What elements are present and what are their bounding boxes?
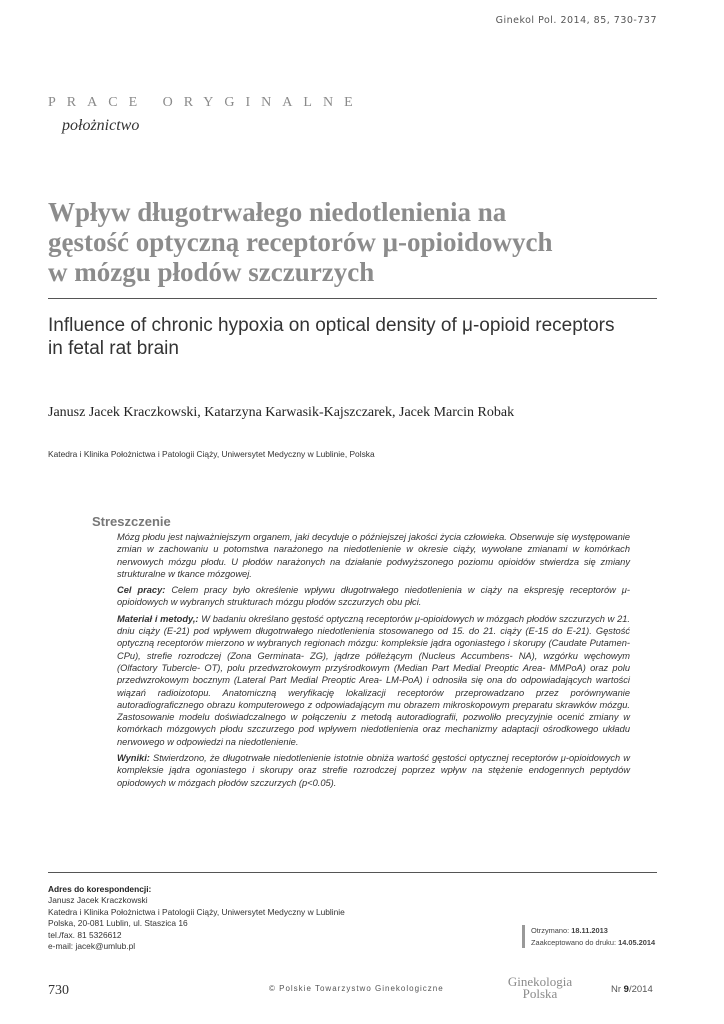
journal-logo — [500, 976, 580, 1000]
footer-divider — [48, 872, 657, 873]
page-number: 730 — [48, 983, 69, 998]
abstract-results — [117, 752, 630, 789]
abstract-methods — [117, 613, 630, 748]
title-pl-line: w mózgu płodów szczurzych — [48, 257, 375, 287]
title-pl-line: Wpływ długotrwałego niedotlenienia na — [48, 197, 507, 227]
affiliation: Katedra i Klinika Położnictwa i Patologii Ciąży, Uniwersytet Medyczny w Lublinie, Polska — [48, 449, 375, 459]
aim-label: Cel pracy: — [117, 585, 166, 596]
title-pl-line: gęstość optyczną receptorów μ-opioidowych — [48, 227, 553, 257]
correspondence-line: Janusz Jacek Kraczkowski — [48, 895, 148, 906]
section-label: PRACE ORYGINALNE — [48, 95, 364, 110]
correspondence-line: Katedra i Klinika Położnictwa i Patologii Ciąży, Uniwersytet Medyczny w Lublinie — [48, 906, 345, 917]
author-list: Janusz Jacek Kraczkowski, Katarzyna Karwasik-Kajszczarek, Jacek Marcin Robak — [48, 405, 515, 420]
received-value: 18.11.2013 — [571, 926, 608, 935]
copyright-notice: © Polskie Towarzystwo Ginekologiczne — [269, 984, 444, 993]
section-subtitle: położnictwo — [62, 117, 140, 134]
correspondence-line: Polska, 20-081 Lublin, ul. Staszica 16 — [48, 918, 188, 929]
methods-label: Materiał i metody,: — [117, 613, 199, 624]
results-label: Wyniki: — [117, 753, 150, 764]
accepted-date — [531, 937, 655, 949]
title-en-line: in fetal rat brain — [48, 338, 179, 359]
correspondence-block — [48, 884, 345, 952]
logo-line: Ginekologia — [507, 974, 573, 989]
abstract-body — [117, 531, 630, 793]
article-title-english — [48, 314, 648, 360]
aim-text: Celem pracy było określenie wpływu długotrwałego niedotlenienia w ciąży na ekspresję receptorów μ-opioidowych w wybranych strukturach mózgu płodów szczurzych obu płci. — [117, 585, 630, 608]
accepted-value: 14.05.2014 — [618, 937, 656, 947]
article-title-polish — [48, 197, 648, 287]
methods-text: W badaniu określano gęstość optyczną receptorów μ-opioidowych w mózgach płodów szczurzych w 21. dniu ciąży (E-21) pod wpływem długotrwałego niedotlenienia stosowanego od 15. do 21. ciąży (E-15 do E-21). Gęstość optyczną receptorów mierzono w wybranych regionach mózgu: kompleksie jądra ogoniastego i skorupy (Caudate Putamen- CPu), strefie rozrodczej (Zona Germinata- ZG), jądrze półleżącym (Nucleus Accumbens- NA), wzgórku węchowym (Olfactory Tubercle- OT), polu przedwzrokowym przyśrodkowym (Median Part Medial Preoptic Area- MMPoA) oraz polu przedwzrokowym bocznym (Lateral Part Medial Preoptic Area- LM-PoA) i odnosiła się ona do odpowiadających wartości wiązań radioizotopu. Anatomiczną weryfikację lokalizacji receptorów przeprowadzano przez porównywanie autoradiograficznego obrazu komputerowego z odpowiadającym mu obrazem mikroskopowym preparatu skrawków mózgu. Zastosowanie modelu doświadczalnego w połączeniu z metodą autoradiografii, pozwoliło precyzyjnie ocenić zmiany w komórkach mózgowych płodu szczurzego pod wpływem niedotlenienia oraz mechanizmy adaptacji ośrodkowego układu nerwowego w odpowiedzi na niedotlenienie. — [117, 613, 631, 747]
abstract-heading: Streszczenie — [92, 514, 171, 529]
correspondence-label: Adres do korespondencji: — [48, 884, 152, 894]
abstract-aim — [117, 584, 630, 609]
correspondence-line: tel./fax. 81 5326612 — [48, 929, 122, 940]
results-text: Stwierdzono, że długotrwałe niedotlenienie istotnie obniża wartość gęstości optycznej receptorów μ-opioidowych w kompleksie jądra ogoniastego i skorupy oraz strefie rozrodczej poprzez wpływ na stężenie endogennych peptydów opiodowych w mózgach płodów szczurzych (p<0.05). — [117, 753, 630, 788]
abstract-intro: Mózg płodu jest najważniejszym organem, jaki decyduje o późniejszej jakości życia człowieka. Obserwuje się występowanie zmian w zachowaniu u potomstwa narażonego na niedotlenienie w okresie ciąży, wywołane zmianami w komórkach nerwowych mózgu płodu. U płodów narażonych na działanie podwyższonego poziomu opioidów stwierdza się zmiany strukturalne w tkance mózgowej. — [117, 532, 630, 579]
journal-reference: Ginekol Pol. 2014, 85, 730-737 — [495, 15, 657, 26]
issue-number — [611, 984, 653, 995]
logo-line: Polska — [522, 986, 558, 1001]
received-label: Otrzymano: — [531, 926, 570, 935]
submission-dates — [522, 925, 655, 948]
issue-prefix: Nr — [611, 984, 624, 995]
title-divider — [48, 298, 657, 299]
title-en-line: Influence of chronic hypoxia on optical density of μ-opioid receptors — [48, 315, 615, 336]
issue-year: /2014 — [628, 984, 653, 995]
correspondence-email: e-mail: jacek@umlub.pl — [48, 941, 136, 952]
accepted-label: Zaakceptowano do druku: — [531, 937, 617, 947]
received-date — [531, 925, 655, 937]
issue-value: 9 — [623, 984, 629, 995]
